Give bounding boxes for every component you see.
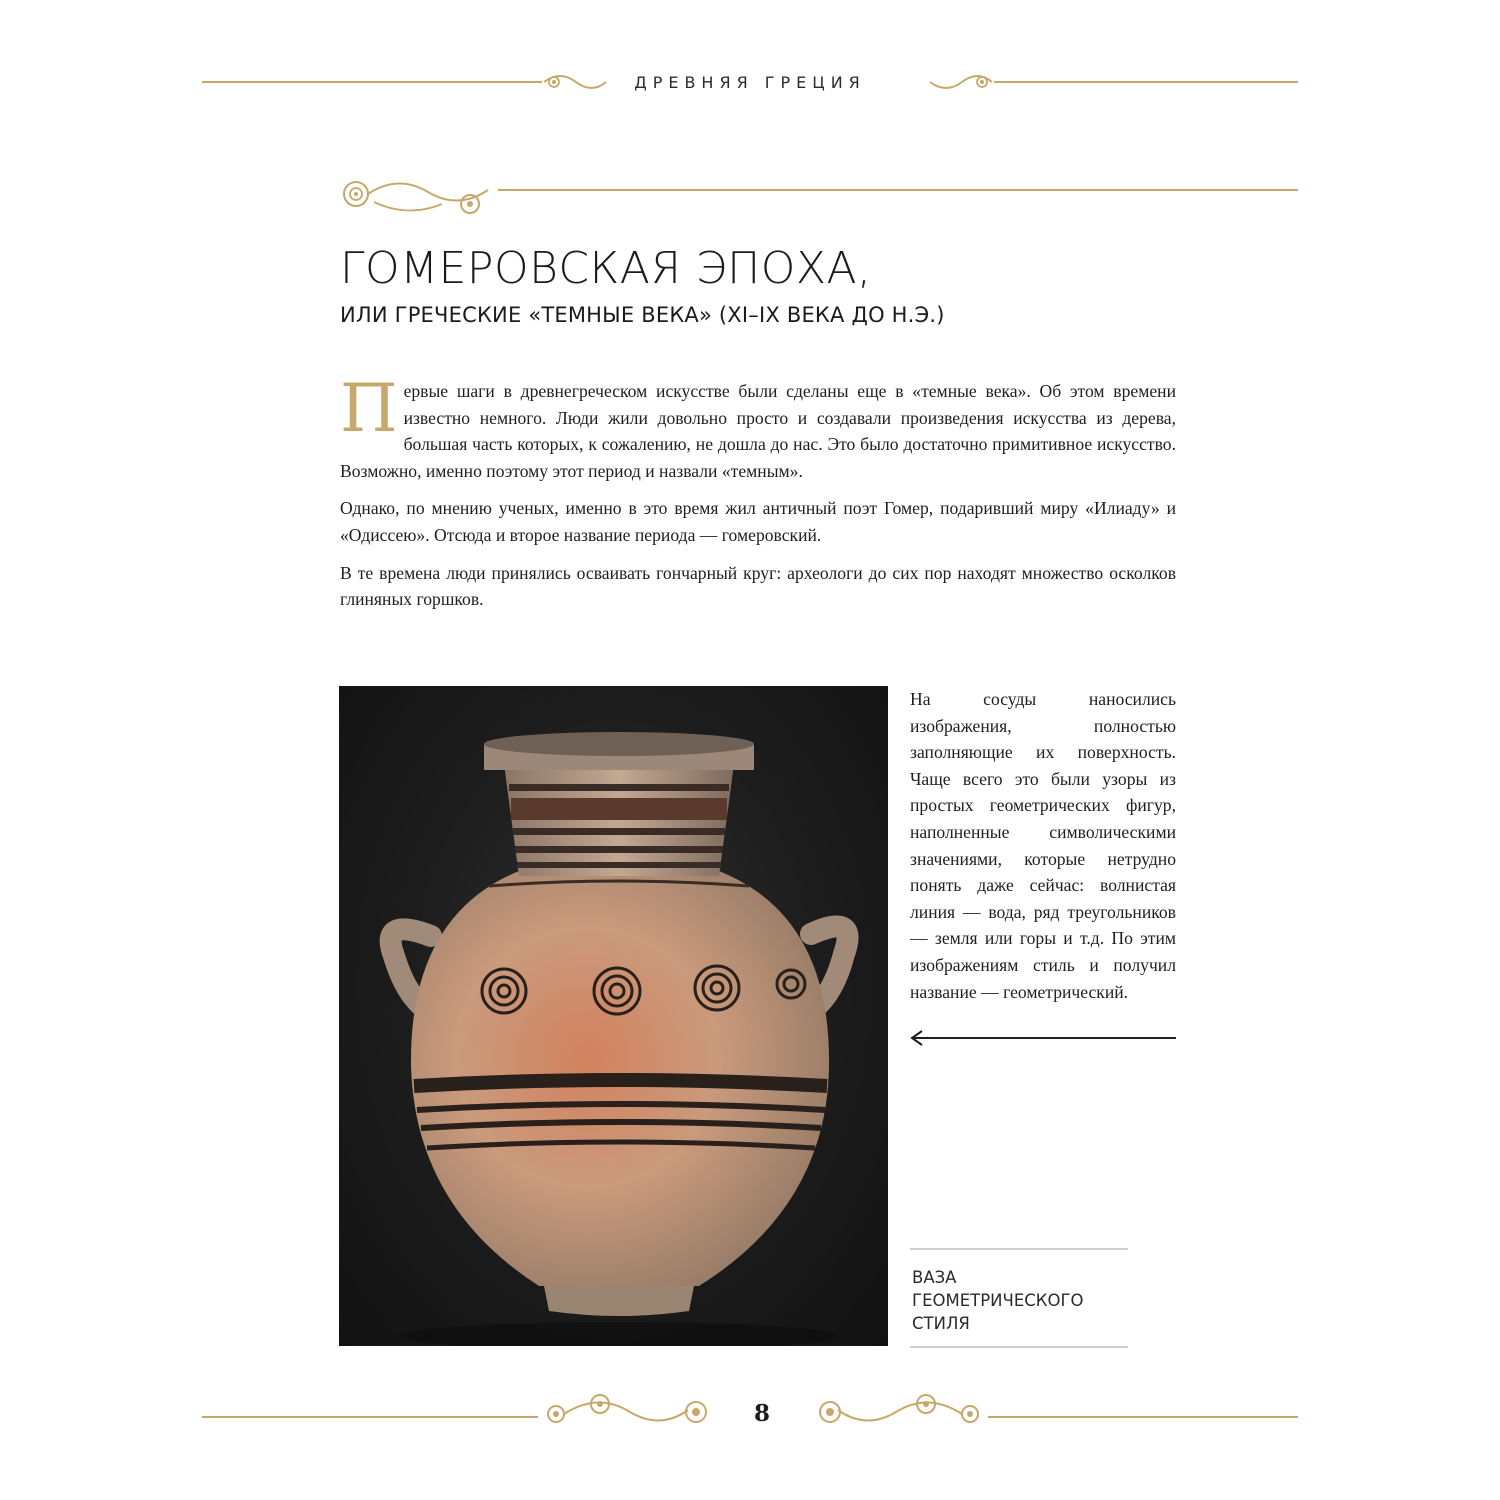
section-subtitle: ИЛИ ГРЕЧЕСКИЕ «ТЕМНЫЕ ВЕКА» (XI–IX ВЕКА ДО Н.Э.) (340, 303, 945, 327)
arrow-left-icon (908, 1028, 1178, 1052)
body-paragraph-1 (340, 370, 1176, 484)
drop-cap: П (340, 370, 398, 447)
header-line-left (202, 81, 542, 83)
figure-caption-box (910, 1248, 1128, 1348)
body-paragraph-2: Однако, по мнению ученых, именно в это время жил античный поэт Гомер, подаривший миру «Илиаду» и «Одиссею». Отсюда и второе название периода — гомеровский. (340, 498, 1176, 545)
caption-line-3: СТИЛЯ (912, 1314, 970, 1333)
caption-line-1: ВАЗА (912, 1268, 957, 1287)
geometric-vase-illustration (339, 686, 888, 1346)
caption-line-2: ГЕОМЕТРИЧЕСКОГО (912, 1291, 1084, 1310)
footer-line-left (202, 1416, 538, 1418)
footer-scroll-left-ornament (538, 1388, 714, 1436)
header-scroll-left-ornament (542, 68, 608, 96)
body-paragraph-3: В те времена люди принялись осваивать гончарный круг: археологи до сих пор находят множество осколков глиняных горшков. (340, 562, 1176, 610)
page-number: 8 (753, 1400, 770, 1427)
running-head: ДРЕВНЯЯ ГРЕЦИЯ (634, 73, 866, 92)
body-paragraph-1-text: ервые шаги в древнегреческом искусстве были сделаны еще в «темные века». Об этом времени известно немного. Люди жили довольно просто и создавали произведения искусства из дерева, большая часть которых, к сожалению, не дошла до нас. Это было достаточно примитивное искусство. Возможно, именно поэтому этот период и назвали «темным». (340, 381, 1176, 481)
header-scroll-right-ornament (928, 68, 994, 96)
section-title: ГОМЕРОВСКАЯ ЭПОХА, (340, 243, 872, 294)
section-title-scroll-ornament (338, 172, 498, 222)
figure-caption (912, 1266, 1126, 1335)
footer-line-right (988, 1416, 1298, 1418)
footer-scroll-right-ornament (812, 1388, 988, 1436)
header-line-right (994, 81, 1298, 83)
vase-photo (339, 686, 888, 1346)
side-note: На сосуды наносились изображения, полностью заполняющие их поверхность. Чаще всего это были узоры из простых геометрических фигур, наполненные символическими значениями, которые нетрудно понять даже сейчас: волнистая линия — вода, ряд треугольников — земля или горы и т.д. По этим изображениям стиль и получил название — геометрический. (910, 689, 1176, 1002)
body-text (340, 370, 1176, 624)
section-title-line (498, 189, 1298, 191)
